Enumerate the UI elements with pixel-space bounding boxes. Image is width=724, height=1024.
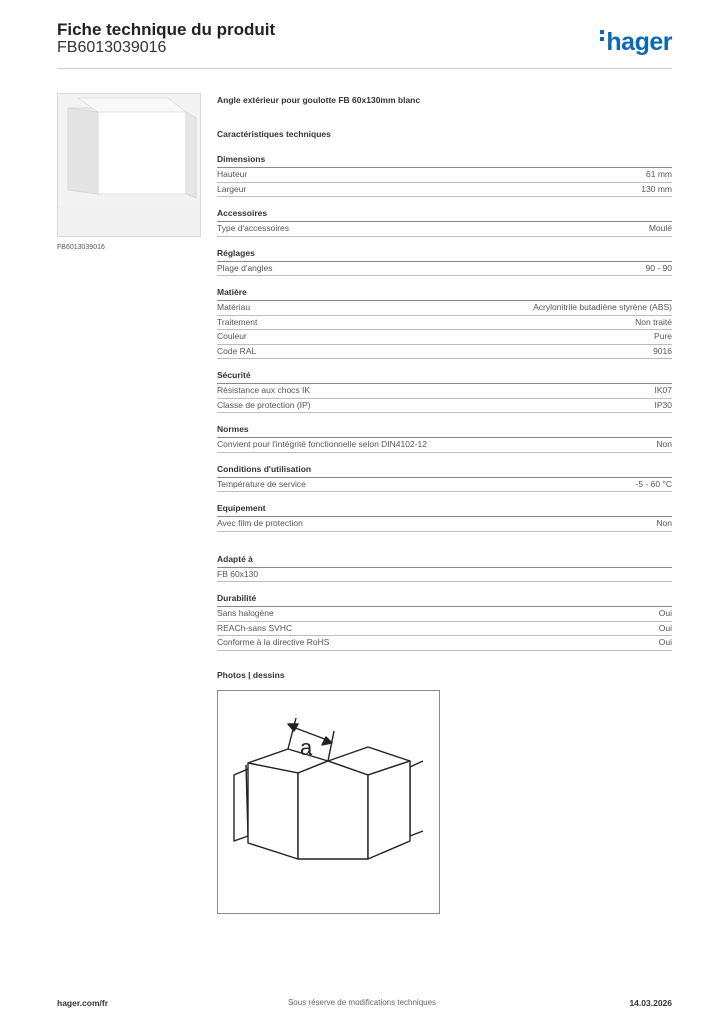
- technical-drawing[interactable]: [217, 690, 440, 914]
- spec-label: Résistance aux chocs IK: [217, 385, 311, 395]
- spec-row: [217, 301, 672, 316]
- header-divider: [57, 68, 672, 69]
- spec-row: [217, 222, 672, 237]
- spec-value: Pure: [654, 331, 672, 341]
- spec-value: Moulé: [648, 223, 672, 233]
- spec-section: [217, 503, 672, 532]
- spec-row: [217, 384, 672, 399]
- footer-website-link[interactable]: hager.com/fr: [57, 998, 109, 1008]
- spec-label: Matériau: [217, 302, 251, 312]
- spec-content: [217, 95, 672, 651]
- section-title: Matière: [217, 287, 672, 301]
- spec-label: Couleur: [217, 331, 247, 341]
- spec-label: Plage d'angles: [217, 262, 273, 273]
- spec-row: [217, 568, 672, 583]
- spec-value: 90 - 90: [645, 262, 672, 273]
- spec-label: REACh-sans SVHC: [217, 622, 293, 633]
- product-thumbnail[interactable]: [57, 93, 201, 237]
- spec-label: Hauteur: [217, 169, 248, 179]
- spec-section: [217, 554, 672, 583]
- footer-date: 14.03.2026: [629, 998, 672, 1008]
- dimension-a-label: a: [300, 735, 313, 760]
- spec-label: Type d'accessoires: [217, 223, 290, 233]
- section-title: Adapté à: [217, 554, 672, 568]
- section-title: Normes: [217, 424, 672, 438]
- spec-row: [217, 607, 672, 622]
- spec-row: [217, 168, 672, 183]
- spec-label: Largeur: [217, 183, 247, 194]
- spec-value: Non: [656, 518, 672, 528]
- logo-dots-icon: [600, 30, 605, 44]
- spec-label: FB 60x130: [217, 568, 259, 579]
- spec-value: Oui: [658, 637, 672, 647]
- corner-drawing-icon: [218, 691, 439, 913]
- spec-row: [217, 636, 672, 651]
- spec-value: 130 mm: [641, 183, 672, 194]
- spec-value: Non: [656, 439, 672, 449]
- spec-value: Acrylonitrile butadiène styrène (ABS): [533, 302, 672, 312]
- spec-section: [217, 154, 672, 197]
- spec-row: [217, 262, 672, 277]
- spec-section: [217, 464, 672, 493]
- spec-row: [217, 399, 672, 414]
- page-title: Fiche technique du produit: [57, 20, 276, 39]
- section-title: Equipement: [217, 503, 672, 517]
- product-code: FB6013039016: [57, 39, 167, 56]
- spec-label: Classe de protection (IP): [217, 399, 311, 410]
- spec-label: Avec film de protection: [217, 518, 303, 528]
- spec-row: [217, 517, 672, 532]
- section-title: Dimensions: [217, 154, 672, 168]
- spec-section: [217, 370, 672, 413]
- spec-label: Convient pour l'intégrité fonctionnelle selon DIN4102-12: [217, 439, 428, 449]
- spec-row: [217, 438, 672, 453]
- spec-row: [217, 478, 672, 493]
- spec-row: [217, 622, 672, 637]
- spec-row: [217, 316, 672, 331]
- spec-section: [217, 287, 672, 359]
- spec-row: [217, 330, 672, 345]
- spec-section: [217, 208, 672, 237]
- tech-heading: Caractéristiques techniques: [217, 129, 331, 139]
- spec-row: [217, 345, 672, 360]
- spec-value: -5 - 60 °C: [635, 478, 672, 489]
- spec-section: [217, 424, 672, 453]
- spec-value: 9016: [653, 345, 672, 356]
- section-title: Durabilité: [217, 593, 672, 607]
- spec-label: Sans halogène: [217, 608, 274, 618]
- spec-section: [217, 593, 672, 651]
- footer-disclaimer: Sous réserve de modifications techniques: [287, 998, 437, 1007]
- spec-label: Code RAL: [217, 345, 257, 356]
- hager-logo[interactable]: [600, 28, 672, 57]
- spec-label: Traitement: [217, 316, 258, 327]
- spec-label: Conforme à la directive RoHS: [217, 637, 330, 647]
- spec-value: IP30: [654, 399, 672, 410]
- spec-value: Oui: [658, 622, 672, 633]
- spec-value: Oui: [658, 608, 672, 618]
- spec-label: Température de service: [217, 478, 306, 489]
- section-title: Réglages: [217, 248, 672, 262]
- spec-row: [217, 183, 672, 198]
- logo-text: hager: [606, 28, 672, 56]
- section-title: Sécurité: [217, 370, 672, 384]
- spec-sections: [217, 154, 672, 651]
- product-photo-icon: [58, 94, 200, 236]
- spec-value: IK07: [654, 385, 672, 395]
- photos-heading: Photos | dessins: [217, 670, 285, 680]
- product-name: Angle extérieur pour goulotte FB 60x130mm blanc: [217, 95, 421, 105]
- thumbnail-caption: FB6013039016: [57, 244, 105, 251]
- section-title: Accessoires: [217, 208, 672, 222]
- spec-value: 61 mm: [646, 169, 672, 179]
- spec-value: Non traité: [635, 316, 672, 327]
- section-title: Conditions d'utilisation: [217, 464, 672, 478]
- spec-section: [217, 248, 672, 277]
